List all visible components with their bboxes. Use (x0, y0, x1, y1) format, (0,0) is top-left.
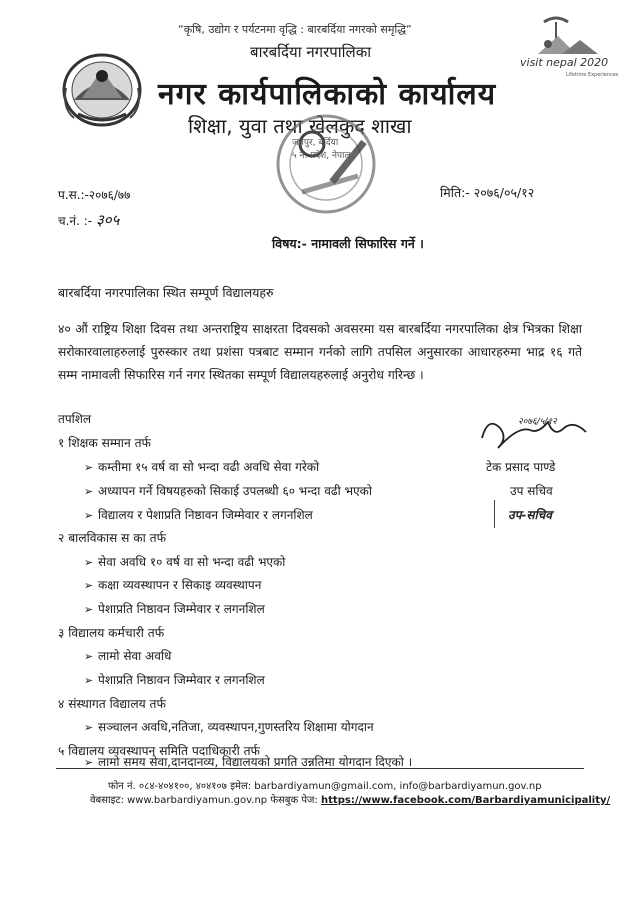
arrow-bullet-icon: ➢ (84, 556, 94, 569)
section-heading: ३ विद्यालय कर्मचारी तर्फ (58, 626, 165, 640)
letter-date: मिति:- २०७६/०५/१२ (440, 185, 535, 200)
section-heading: २ बालविकास स का तर्फ (58, 531, 166, 545)
motto-text: “कृषि, उद्योग र पर्यटनमा वृद्धि : बारबर्दिया नगरको समृद्धि” (178, 23, 412, 36)
nepal-emblem-icon (60, 48, 144, 128)
signature-date: २०७६/५/१२ (518, 417, 557, 427)
visit-nepal-sub: Lifetime Experiences (566, 72, 619, 78)
body-paragraph: ४० औं राष्ट्रिय शिक्षा दिवस तथा अन्तराष्ट्रिय साक्षरता दिवसको अवसरमा यस बारबर्दिया नगरपालिका क्षेत्र भित्रका शिक्षा सरोकारवालाहरुलाई पुरुस्कार तथा प्रशंसा पत्रबाट सम्मान गर्नको लागि तपसिल अनुसारका आधारहरुमा भाद्र १६ गते सम्म नामावली सिफारिस गर्न नगर स्थितका सम्पूर्ण विद्यालयहरुलाई अनुरोध गरिन्छ । (58, 322, 582, 382)
list-item: ➢ सञ्चालन अवधि,नतिजा, व्यवस्थापन,गुणस्तरिय शिक्षामा योगदान (84, 720, 374, 734)
office-title: नगर कार्यपालिकाको कार्यालय (158, 77, 497, 112)
section-name: शिक्षा, युवा तथा खेलकुद शाखा (188, 114, 412, 138)
arrow-bullet-icon: ➢ (84, 509, 94, 522)
arrow-bullet-icon: ➢ (84, 579, 94, 592)
arrow-bullet-icon: ➢ (84, 485, 94, 498)
details-label: तपशिल (58, 412, 92, 426)
footer-divider (56, 768, 584, 769)
signature-scrawl-icon (478, 408, 598, 456)
list-item: ➢ कम्तीमा १५ वर्ष वा सो भन्दा वढी अवधि सेवा गरेको (84, 460, 320, 474)
website-label: वेबसाइट: www.barbardiyamun.gov.np फेसबुक पेज: (90, 795, 318, 806)
list-item: ➢ विद्यालय र पेशाप्रति निष्ठावन जिम्मेवार र लगनशिल (84, 508, 313, 522)
section-heading: १ शिक्षक सम्मान तर्फ (58, 436, 151, 450)
list-item: ➢ कक्षा व्यवस्थापन र सिकाइ व्यवस्थापन (84, 578, 262, 592)
arrow-bullet-icon: ➢ (84, 674, 94, 687)
chalan-label: च.नं. :- (58, 214, 93, 228)
reference-number: प.स.:-२०७६/७७ (58, 188, 131, 202)
facebook-link[interactable]: https://www.facebook.com/Barbardiyamunicipality/ (321, 795, 611, 806)
list-item: ➢ सेवा अवधि १० वर्ष वा सो भन्दा वढी भएको (84, 555, 286, 569)
list-item: ➢ लामो सेवा अवधि (84, 649, 172, 663)
list-item: ➢ पेशाप्रति निष्ठावन जिम्मेवार र लगनशिल (84, 673, 265, 687)
letter-subject: विषय:- नामावली सिफारिस गर्ने । (272, 236, 424, 251)
section-heading: ५ विद्यालय व्यवस्थापन समिति पदाधिकारी तर्फ (58, 744, 260, 758)
visit-nepal-text: visit nepal 2020 (520, 56, 609, 69)
signer-name: टेक प्रसाद पाण्डे (486, 460, 556, 474)
designation-stamp-text: उप-सचिव (508, 508, 552, 522)
chalan-number (58, 210, 119, 230)
seal-line-2: ५ नं. प्रदेश, नेपाल (292, 151, 351, 161)
list-item: ➢ अध्यापन गर्ने विषयहरुको सिकाई उपलब्धी ६० भन्दा वढी भएको (84, 484, 372, 498)
arrow-bullet-icon: ➢ (84, 650, 94, 663)
chalan-value: ३०५ (95, 211, 120, 229)
footer-web (90, 792, 610, 806)
section-heading: ४ संस्थागत विद्यालय तर्फ (58, 697, 166, 711)
arrow-bullet-icon: ➢ (84, 756, 94, 769)
list-item: ➢ पेशाप्रति निष्ठावन जिम्मेवार र लगनशिल (84, 602, 265, 616)
office-seal-stamp-icon (272, 112, 380, 216)
footer-contact: फोन नं. ०८४-४०४१००, ४०४१०७ इमेल: barbardiyamun@gmail.com, info@barbardiyamun.gov.np (108, 781, 542, 792)
seal-text (292, 137, 351, 163)
signer-title: उप सचिव (510, 484, 553, 498)
arrow-bullet-icon: ➢ (84, 721, 94, 734)
section-5-item: ➢ लामो समय सेवा,दानदानव्य, विद्यालयको प्रगति उन्नतिमा योगदान दिएको । (84, 755, 413, 769)
seal-line-1: जयपुर, बर्दिया (292, 138, 339, 148)
addressee: बारबर्दिया नगरपालिका स्थित सम्पूर्ण विद्यालयहरु (58, 285, 274, 300)
visit-nepal-logo-icon (518, 14, 619, 82)
arrow-bullet-icon: ➢ (84, 603, 94, 616)
municipality-name: बारबर्दिया नगरपालिका (250, 43, 372, 61)
arrow-bullet-icon: ➢ (84, 461, 94, 474)
